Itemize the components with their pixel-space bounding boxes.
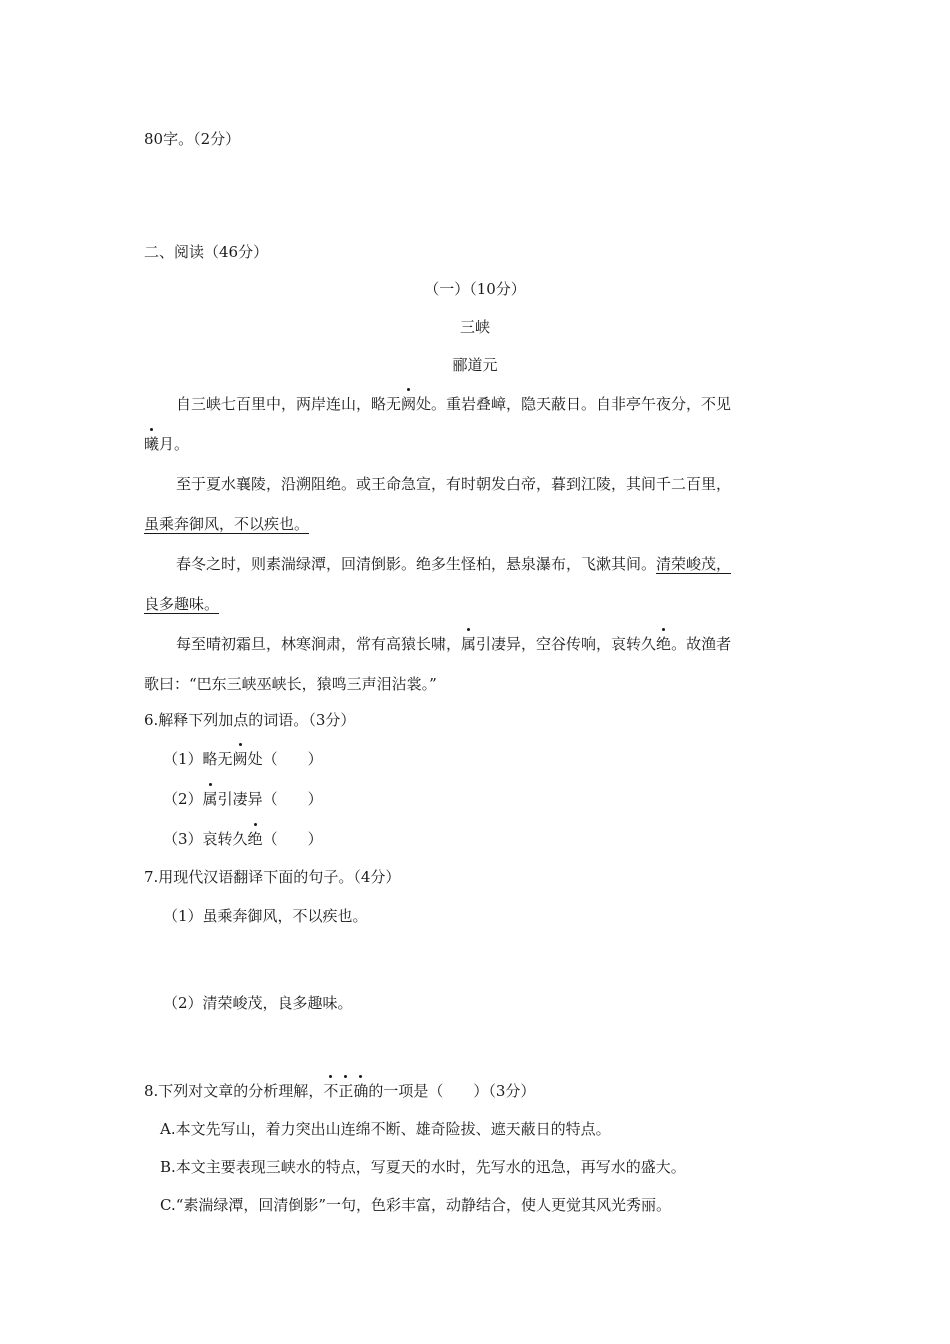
q6-title: 6.解释下列加点的词语。（3分） <box>144 711 356 729</box>
dotted-char: 绝 <box>247 830 263 848</box>
dotted-char: 正 <box>338 1082 354 1100</box>
passage-p4-line1: 每至晴初霜旦，林寒涧肃，常有高猿长啸，属引凄异，空谷传响，哀转久绝。故渔者 <box>176 635 732 653</box>
section-title: 二、阅读（46分） <box>144 243 269 261</box>
dotted-char: 绝 <box>656 635 672 653</box>
q7-title: 7.用现代汉语翻译下面的句子。（4分） <box>144 868 401 886</box>
q8-option-c: C.“素湍绿潭，回清倒影”一句，色彩丰富，动静结合，使人更觉其风光秀丽。 <box>160 1196 672 1214</box>
dotted-char: 阙 <box>232 750 248 768</box>
q8-option-b: B.本文主要表现三峡水的特点，写夏天的水时，先写水的迅急，再写水的盛大。 <box>160 1158 686 1176</box>
passage-p1-line1: 自三峡七百里中，两岸连山，略无阙处。重岩叠嶂，隐天蔽日。自非亭午夜分，不见 <box>176 395 732 413</box>
dotted-char: 阙 <box>401 395 417 413</box>
poem-author: 郦道元 <box>452 356 498 374</box>
passage-p3-line2 <box>144 594 219 614</box>
part-label: （一）（10分） <box>424 280 526 298</box>
passage-p3-line1: 春冬之时，则素湍绿潭，回清倒影。绝多生怪柏，悬泉瀑布，飞漱其间。清荣峻茂， <box>176 555 732 573</box>
q8-option-a: A.本文先写山，着力突出山连绵不断、雄奇险拔、遮天蔽日的特点。 <box>160 1120 611 1138</box>
underlined-sentence: 良多趣味。 <box>144 595 220 613</box>
underlined-sentence: 虽乘奔御风，不以疾也。 <box>144 515 310 533</box>
underlined-sentence: 清荣峻茂， <box>656 555 732 573</box>
passage-p2-line2 <box>144 514 309 534</box>
poem-title: 三峡 <box>459 318 490 336</box>
q7-item: （1）虽乘奔御风，不以疾也。 <box>163 907 368 925</box>
dotted-char: 不 <box>323 1082 339 1100</box>
dotted-emphasis <box>323 1082 368 1100</box>
passage-p2-line1: 至于夏水襄陵，沿溯阻绝。或王命急宣，有时朝发白帝，暮到江陵，其间千二百里， <box>176 475 732 493</box>
passage-p1-line2: 曦月。 <box>144 435 190 453</box>
q7-item: （2）清荣峻茂，良多趣味。 <box>163 994 353 1012</box>
q8-title: 8.下列对文章的分析理解，不正确的一项是（ ）（3分） <box>144 1082 536 1100</box>
prev-question-fragment: 80字。（2分） <box>144 130 241 148</box>
passage-p4-line2: 歌曰：“巴东三峡巫峡长，猿鸣三声泪沾裳。” <box>144 675 437 693</box>
q6-item: （1）略无阙处（ ） <box>163 750 323 768</box>
dotted-char: 曦 <box>144 435 160 453</box>
q6-item: （2）属引凄异（ ） <box>163 790 323 808</box>
dotted-char: 属 <box>202 790 218 808</box>
q6-item: （3）哀转久绝（ ） <box>163 830 323 848</box>
dotted-char: 确 <box>353 1082 369 1100</box>
dotted-char: 属 <box>461 635 477 653</box>
